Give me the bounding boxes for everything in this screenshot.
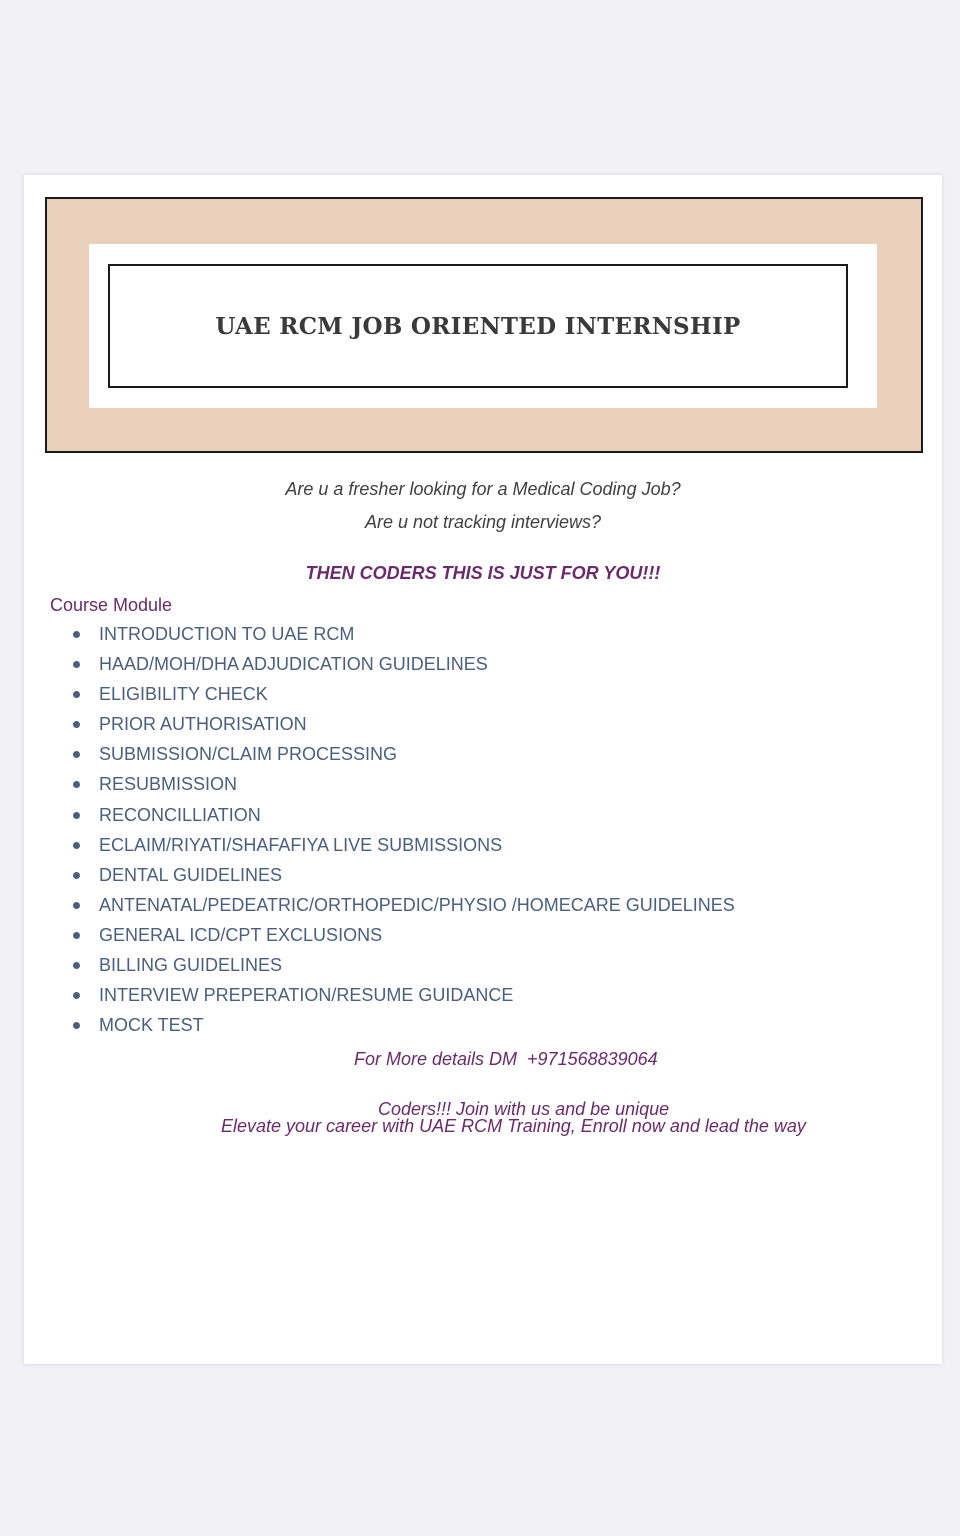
course-module-list — [24, 619, 735, 1040]
module-label: ECLAIM/RIYATI/SHAFAFIYA LIVE SUBMISSIONS — [99, 834, 503, 855]
list-item — [24, 860, 735, 890]
list-item — [24, 709, 735, 739]
bullet-icon — [73, 1022, 80, 1029]
list-item — [24, 920, 735, 950]
list-item — [24, 1010, 735, 1040]
module-label: ELIGIBILITY CHECK — [99, 684, 268, 705]
bullet-icon — [73, 721, 80, 728]
intro-question-1: Are u a fresher looking for a Medical Coding Job? — [285, 479, 681, 499]
intro-question-2: Are u not tracking interviews? — [364, 512, 602, 532]
module-label: INTRODUCTION TO UAE RCM — [99, 624, 355, 644]
list-item — [24, 980, 735, 1010]
bullet-icon — [73, 932, 80, 939]
bullet-icon — [73, 781, 80, 788]
module-label: ANTENATAL/PEDEATRIC/ORTHOPEDIC/PHYSIO /HOMECARE GUIDELINES — [99, 894, 735, 915]
banner-title: UAE RCM JOB ORIENTED INTERNSHIP — [215, 312, 741, 340]
list-item — [24, 830, 735, 860]
module-label: SUBMISSION/CLAIM PROCESSING — [99, 744, 398, 765]
bullet-icon — [73, 842, 80, 849]
module-label: RESUBMISSION — [99, 774, 238, 795]
module-label: GENERAL ICD/CPT EXCLUSIONS — [99, 924, 383, 945]
document-page — [24, 175, 942, 1364]
list-item — [24, 649, 735, 679]
list-item — [24, 739, 735, 769]
list-item — [24, 679, 735, 709]
closing-line-2: Elevate your career with UAE RCM Training, Enroll now and lead the way — [221, 1116, 806, 1136]
module-label: MOCK TEST — [99, 1015, 204, 1036]
bullet-icon — [73, 631, 80, 638]
bullet-icon — [73, 872, 80, 879]
tagline: THEN CODERS THIS IS JUST FOR YOU!!! — [305, 563, 661, 583]
module-label: BILLING GUIDELINES — [99, 955, 283, 976]
course-module-heading: Course Module — [50, 595, 173, 615]
bullet-icon — [73, 661, 80, 668]
list-item — [24, 800, 735, 830]
title-banner — [45, 197, 923, 453]
closing-line-1: Coders!!! Join with us and be unique — [378, 1099, 670, 1119]
banner-title-box — [108, 264, 848, 388]
module-label: PRIOR AUTHORISATION — [99, 714, 307, 735]
list-item — [24, 619, 735, 649]
bullet-icon — [73, 812, 80, 819]
bullet-icon — [73, 962, 80, 969]
list-item — [24, 950, 735, 980]
module-label: DENTAL GUIDELINES — [99, 864, 283, 885]
banner-white-frame — [89, 244, 877, 408]
module-label: INTERVIEW PREPERATION/RESUME GUIDANCE — [99, 985, 514, 1006]
list-item — [24, 769, 735, 799]
contact-details: For More details DM +971568839064 — [354, 1049, 658, 1069]
module-label: RECONCILLIATION — [99, 804, 261, 825]
bullet-icon — [73, 691, 80, 698]
bullet-icon — [73, 751, 80, 758]
bullet-icon — [73, 992, 80, 999]
list-item — [24, 890, 735, 920]
module-label: HAAD/MOH/DHA ADJUDICATION GUIDELINES — [99, 654, 488, 675]
bullet-icon — [73, 902, 80, 909]
